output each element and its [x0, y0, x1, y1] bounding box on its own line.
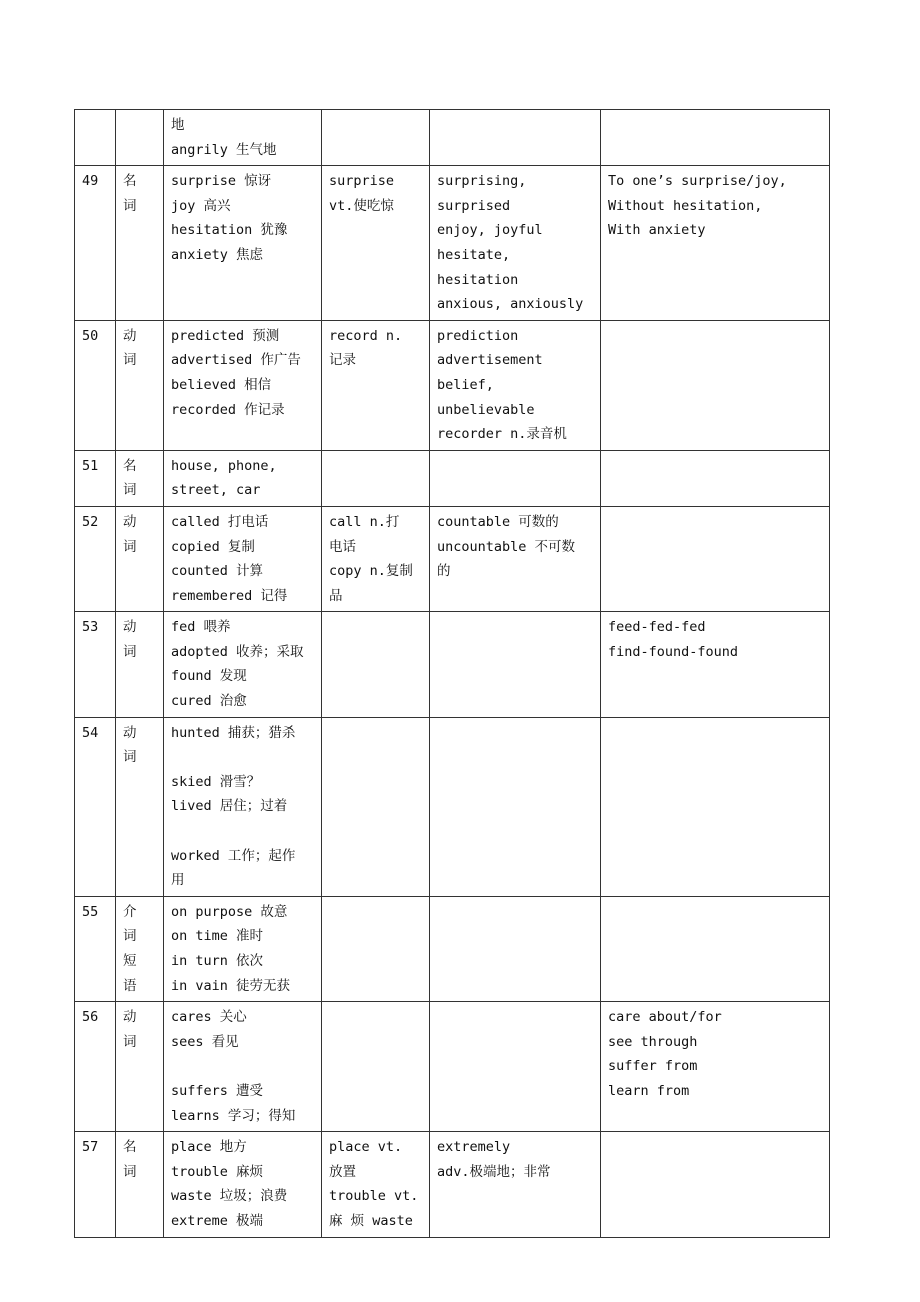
cell-line: 的	[437, 563, 451, 580]
part-of-speech-cell	[116, 896, 164, 1001]
word-list-cell	[164, 506, 322, 611]
row-number	[82, 113, 108, 138]
cell-line: 词	[123, 538, 137, 555]
cell-line: surprised	[437, 197, 511, 214]
word-list-cell	[164, 896, 322, 1001]
cell-line: predicted 预测	[171, 327, 280, 344]
cell-line: believed 相信	[171, 376, 272, 393]
cell-line: skied 滑雪？	[171, 773, 261, 790]
cell-line: on purpose 故意	[171, 903, 288, 920]
part-of-speech-cell	[116, 1002, 164, 1132]
row-number-cell	[75, 450, 116, 506]
cell-line: 短	[123, 953, 137, 969]
cell-line: advertisement	[437, 352, 543, 369]
cell-line	[171, 1054, 314, 1079]
cell-line: trouble 麻烦	[171, 1163, 264, 1180]
cell-line: hesitate,	[437, 246, 511, 263]
related-words-cell	[430, 450, 601, 506]
part-of-speech-cell	[116, 110, 164, 166]
part-of-speech-cell	[116, 450, 164, 506]
cell-line: feed-fed-fed	[608, 619, 706, 636]
cell-line: 动	[123, 724, 137, 741]
cell-line: 词	[123, 643, 137, 660]
cell-line: 词	[123, 749, 137, 766]
phrases-cell	[601, 1002, 830, 1132]
cell-line: copy n.复制	[329, 563, 413, 580]
related-words-cell	[430, 110, 601, 166]
cell-line: Without hesitation,	[608, 197, 763, 214]
cell-line: copied 复制	[171, 538, 255, 555]
cell-line: prediction	[437, 327, 519, 344]
related-words-cell	[430, 506, 601, 611]
derived-form-cell	[322, 320, 430, 450]
cell-line: in turn 依次	[171, 953, 264, 969]
cell-line: 动	[123, 1009, 137, 1026]
cell-line: 名	[123, 1139, 137, 1156]
cell-line: fed 喂养	[171, 619, 231, 636]
cell-line: surprising,	[437, 173, 527, 190]
derived-form-cell	[322, 166, 430, 321]
cell-line: 用	[171, 872, 185, 889]
part-of-speech-cell	[116, 612, 164, 717]
cell-line: lived 居住；过着	[171, 798, 288, 815]
word-list-cell	[164, 450, 322, 506]
related-words-cell	[430, 612, 601, 717]
related-words-cell	[430, 1002, 601, 1132]
cell-line: adv.极端地；非常	[437, 1163, 551, 1180]
cell-line: belief,	[437, 376, 494, 393]
cell-line: uncountable 不可数	[437, 538, 576, 555]
phrases-cell	[601, 110, 830, 166]
word-list-cell	[164, 612, 322, 717]
cell-line: in vain 徒劳无获	[171, 977, 291, 994]
part-of-speech-cell	[116, 166, 164, 321]
cell-line: find-found-found	[608, 643, 739, 660]
cell-line: surprise	[329, 173, 395, 190]
row-number: 52	[82, 513, 99, 530]
cell-line: unbelievable	[437, 401, 535, 418]
table-row	[75, 320, 830, 450]
cell-line: 词	[123, 1163, 137, 1180]
cell-line: countable 可数的	[437, 513, 559, 530]
cell-line: care about/for	[608, 1009, 722, 1026]
part-of-speech-cell	[116, 506, 164, 611]
word-list-cell	[164, 320, 322, 450]
row-number: 56	[82, 1009, 99, 1026]
related-words-cell	[430, 896, 601, 1001]
cell-line: record n.	[329, 327, 403, 344]
cell-line: extremely	[437, 1139, 511, 1156]
cell-line: 麻 烦 waste	[329, 1212, 413, 1229]
related-words-cell	[430, 1132, 601, 1237]
table-row	[75, 717, 830, 896]
cell-line: 动	[123, 327, 137, 344]
cell-line: 品	[329, 587, 343, 604]
derived-form-cell	[322, 506, 430, 611]
cell-line: call n.打	[329, 513, 400, 530]
word-list-cell	[164, 110, 322, 166]
part-of-speech-cell	[116, 1132, 164, 1237]
row-number: 50	[82, 327, 99, 344]
cell-line: hunted 捕获；猎杀	[171, 724, 296, 741]
row-number-cell	[75, 896, 116, 1001]
table-row	[75, 1002, 830, 1132]
derived-form-cell	[322, 717, 430, 896]
cell-line: see through	[608, 1033, 698, 1050]
cell-line: advertised 作广告	[171, 352, 301, 369]
cell-line: waste 垃圾；浪费	[171, 1188, 288, 1205]
row-number: 55	[82, 903, 99, 920]
phrases-cell	[601, 506, 830, 611]
row-number-cell	[75, 320, 116, 450]
cell-line: 放置	[329, 1163, 356, 1180]
derived-form-cell	[322, 612, 430, 717]
related-words-cell	[430, 166, 601, 321]
cell-line: anxious, anxiously	[437, 296, 584, 313]
row-number-cell	[75, 110, 116, 166]
cell-line: worked 工作；起作	[171, 847, 296, 864]
derived-form-cell	[322, 1132, 430, 1237]
part-of-speech-cell	[116, 320, 164, 450]
cell-line: 名	[123, 457, 137, 474]
cell-line: angrily 生气地	[171, 141, 277, 158]
cell-line: cares 关心	[171, 1009, 247, 1026]
row-number: 49	[82, 173, 99, 190]
row-number: 54	[82, 724, 99, 741]
cell-line: sees 看见	[171, 1033, 239, 1050]
cell-line: 词	[123, 482, 137, 499]
phrases-cell	[601, 450, 830, 506]
cell-line: vt.使吃惊	[329, 197, 394, 214]
cell-line: 词	[123, 197, 137, 214]
cell-line: suffers 遭受	[171, 1082, 264, 1099]
row-number-cell	[75, 717, 116, 896]
cell-line: enjoy, joyful	[437, 222, 543, 239]
phrases-cell	[601, 320, 830, 450]
cell-line: found 发现	[171, 668, 247, 685]
cell-line: hesitation 犹豫	[171, 222, 288, 239]
cell-line: extreme 极端	[171, 1212, 264, 1229]
table-row	[75, 612, 830, 717]
row-number: 57	[82, 1139, 99, 1156]
cell-line: 电话	[329, 538, 356, 555]
cell-line: 词	[123, 352, 137, 369]
cell-line: trouble vt.	[329, 1188, 419, 1205]
cell-line: 词	[123, 1033, 137, 1050]
related-words-cell	[430, 717, 601, 896]
table-row	[75, 110, 830, 166]
cell-line: learns 学习；得知	[171, 1107, 296, 1124]
row-number-cell	[75, 612, 116, 717]
derived-form-cell	[322, 896, 430, 1001]
cell-line: anxiety 焦虑	[171, 246, 264, 263]
table-row	[75, 1132, 830, 1237]
word-list-cell	[164, 166, 322, 321]
cell-line: To one’s surprise/joy,	[608, 173, 787, 190]
cell-line	[171, 819, 314, 844]
word-list-cell	[164, 717, 322, 896]
cell-line: street, car	[171, 482, 261, 499]
derived-form-cell	[322, 1002, 430, 1132]
cell-line: joy 高兴	[171, 197, 231, 214]
cell-line: 词	[123, 928, 137, 945]
cell-line: 语	[123, 977, 137, 994]
row-number-cell	[75, 1002, 116, 1132]
cell-line: surprise 惊讶	[171, 173, 272, 190]
phrases-cell	[601, 1132, 830, 1237]
cell-line: place vt.	[329, 1139, 403, 1156]
cell-line: 名	[123, 173, 137, 190]
table-row	[75, 450, 830, 506]
cell-line: With anxiety	[608, 222, 706, 239]
table-row	[75, 506, 830, 611]
phrases-cell	[601, 612, 830, 717]
table-row	[75, 896, 830, 1001]
cell-line: 动	[123, 619, 137, 636]
related-words-cell	[430, 320, 601, 450]
cell-line: called 打电话	[171, 513, 269, 530]
cell-line: place 地方	[171, 1139, 247, 1156]
row-number-cell	[75, 166, 116, 321]
phrases-cell	[601, 717, 830, 896]
cell-line: adopted 收养；采取	[171, 643, 304, 660]
phrases-cell	[601, 896, 830, 1001]
cell-line: suffer from	[608, 1058, 698, 1075]
row-number-cell	[75, 1132, 116, 1237]
cell-line: hesitation	[437, 271, 519, 288]
cell-line: cured 治愈	[171, 693, 247, 710]
cell-line: recorded 作记录	[171, 401, 285, 418]
derived-form-cell	[322, 110, 430, 166]
cell-line: remembered 记得	[171, 587, 288, 604]
part-of-speech-cell	[116, 717, 164, 896]
vocabulary-table-body	[75, 110, 830, 1238]
cell-line: recorder n.录音机	[437, 426, 567, 443]
derived-form-cell	[322, 450, 430, 506]
cell-line: 记录	[329, 352, 356, 369]
row-number: 53	[82, 619, 99, 636]
cell-line: 地	[171, 117, 185, 133]
row-number-cell	[75, 506, 116, 611]
cell-line: on time 准时	[171, 928, 264, 945]
phrases-cell	[601, 166, 830, 321]
cell-line: 介	[123, 903, 137, 920]
table-row	[75, 166, 830, 321]
cell-line: learn from	[608, 1082, 690, 1099]
row-number: 51	[82, 457, 99, 474]
vocabulary-table	[74, 109, 830, 1238]
cell-line: house, phone,	[171, 457, 277, 474]
cell-line: counted 计算	[171, 563, 264, 580]
cell-line: 动	[123, 513, 137, 530]
word-list-cell	[164, 1002, 322, 1132]
word-list-cell	[164, 1132, 322, 1237]
cell-line	[171, 745, 314, 770]
